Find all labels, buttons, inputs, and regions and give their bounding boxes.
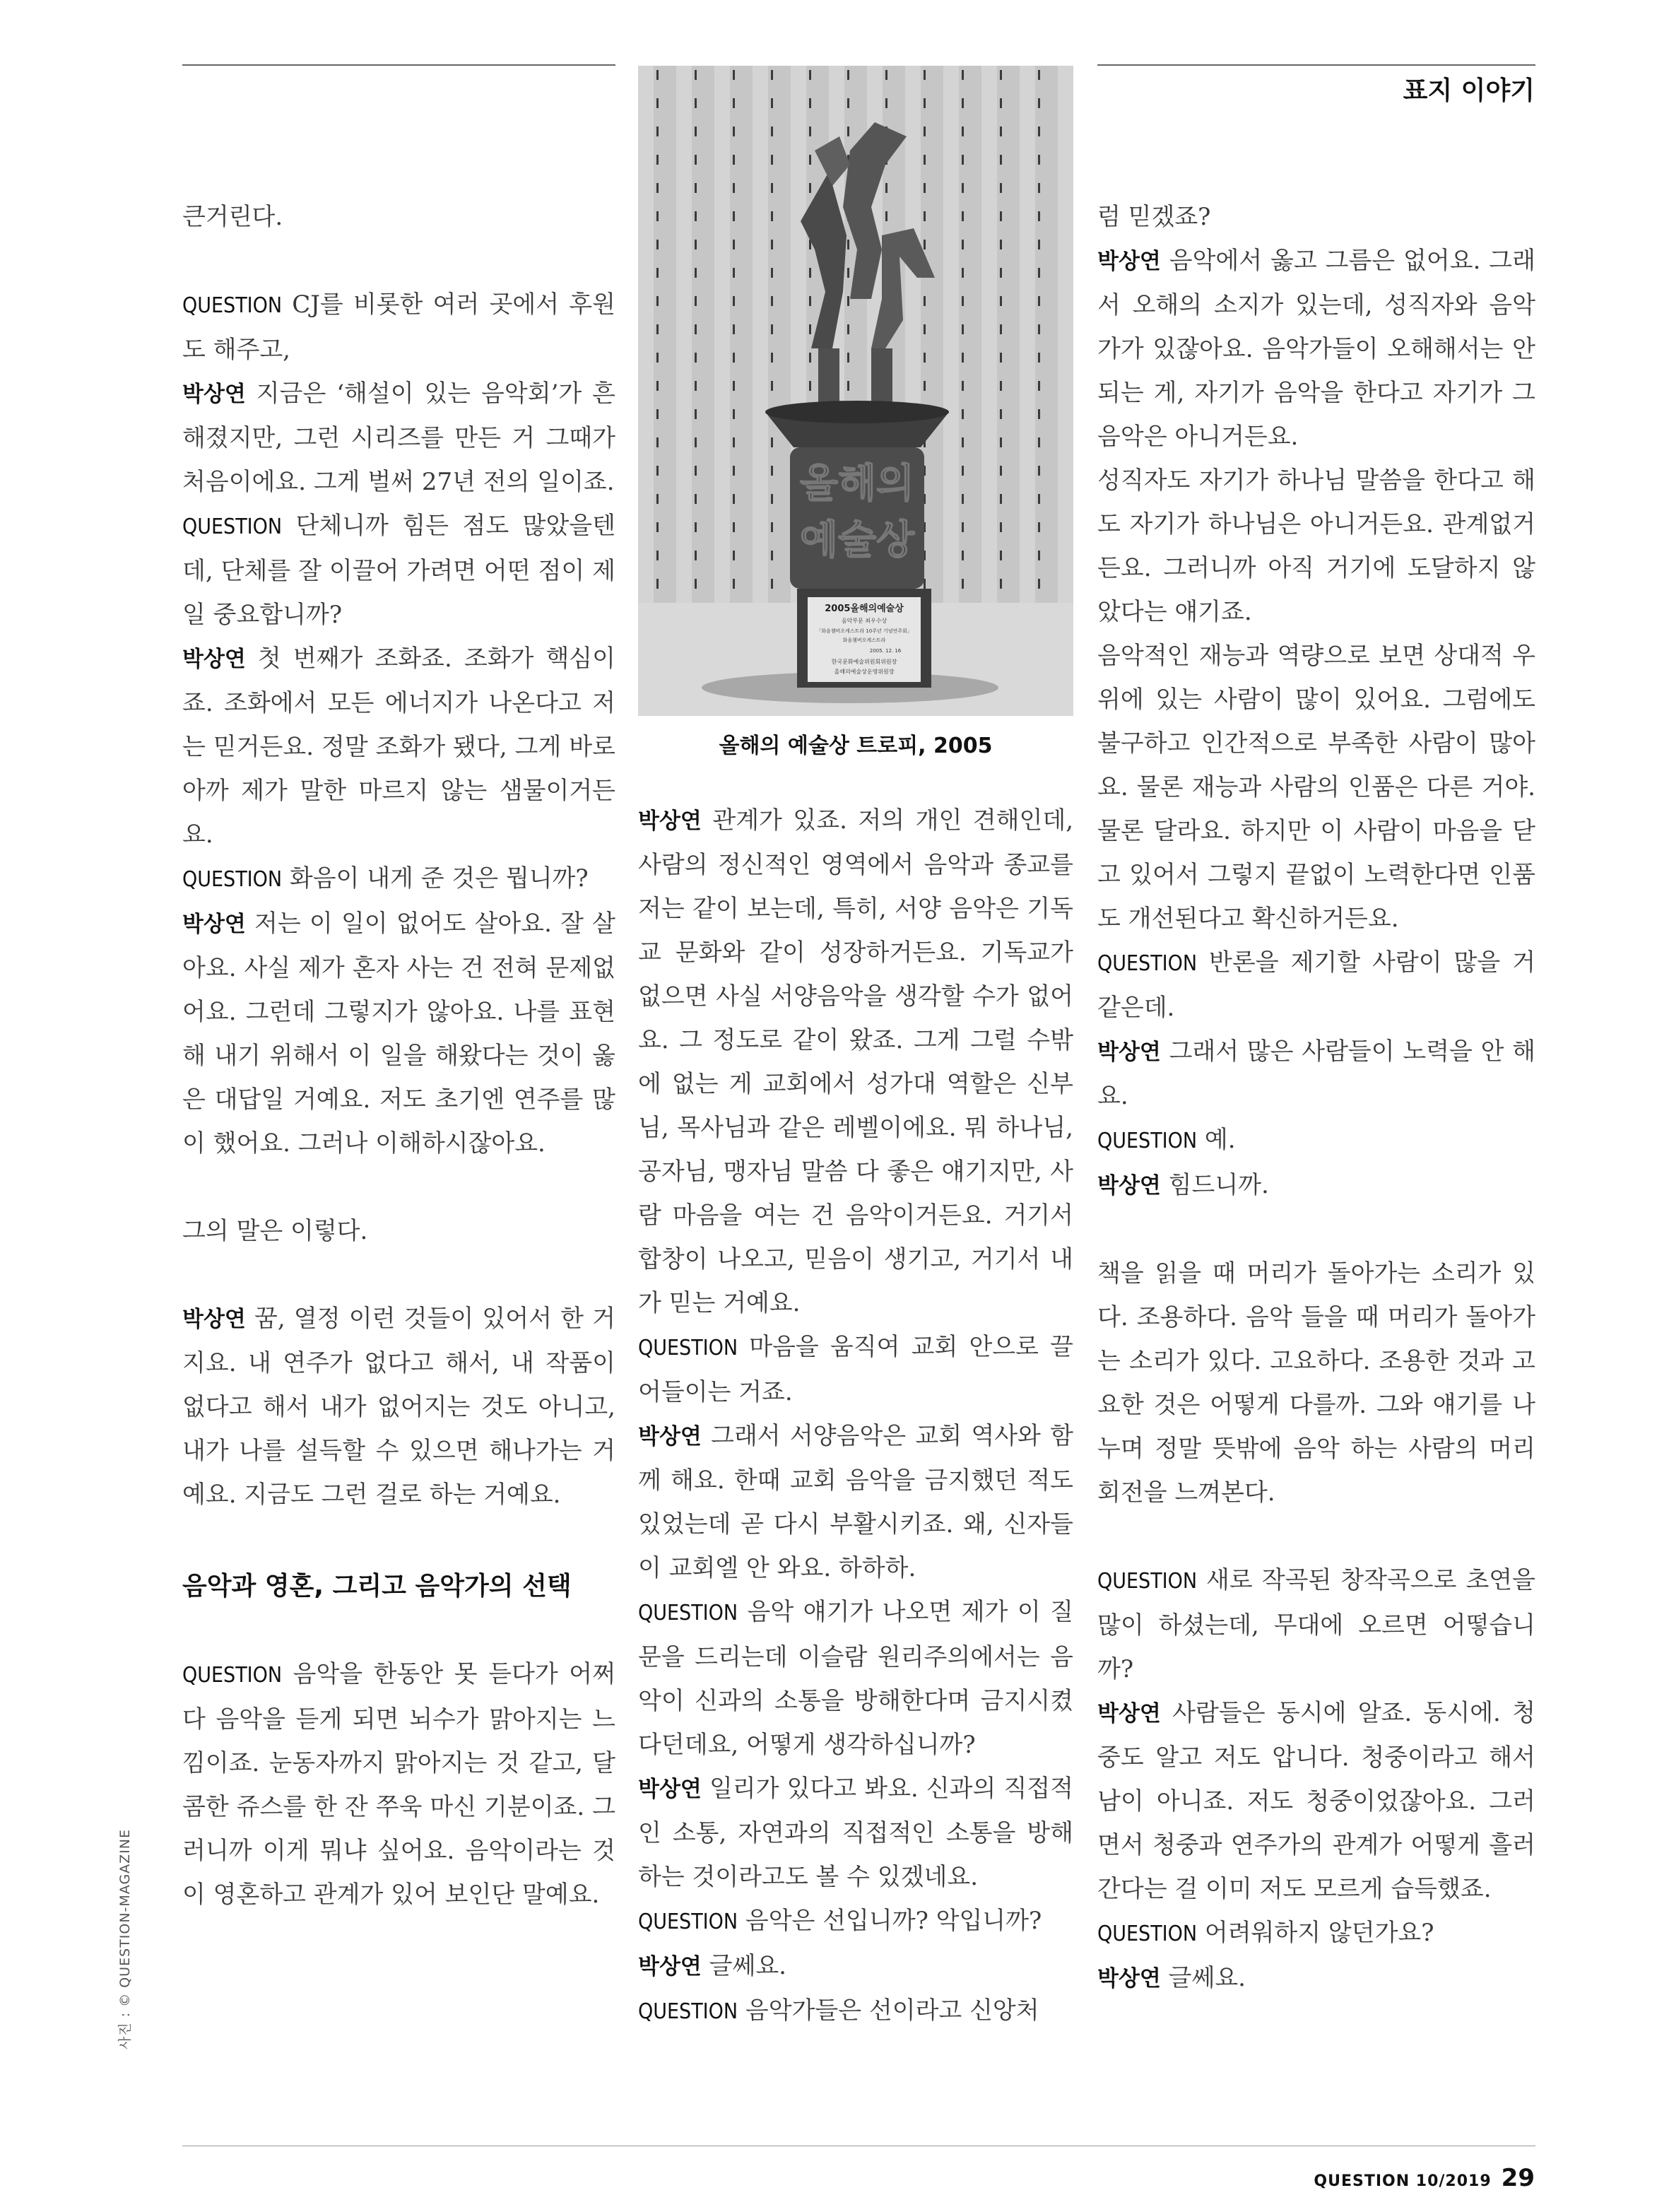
answer-text: 꿈, 열정 이런 것들이 있어서 한 거지요. 내 연주가 없다고 해서, 내 작품이 없다고 해서 내가 없어지는 것도 아니고, 내가 나를 설득할 수 있으면 해나가는 거예요. 지금도 그런 걸로 하는 거예요. xyxy=(182,1305,615,1509)
question-text: 어려워하지 않던가요? xyxy=(1197,1919,1434,1947)
plaque-line-1: 「화음쳄버오케스트라 10주년 기념연주회」 xyxy=(816,628,912,634)
question xyxy=(638,1989,1073,2034)
answer-text: 음악에서 옳고 그름은 없어요. 그래서 오해의 소지가 있는데, 성직자와 음악가가 있잖아요. 음악가들이 오해해서는 안 되는 게, 자기가 음악을 한다고 자기가 그 음악은 아니거든요. xyxy=(1097,247,1535,451)
answer-text: 저는 이 일이 없어도 살아요. 잘 살아요. 사실 제가 혼자 사는 건 전혀 문제없어요. 그런데 그렇지가 않아요. 나를 표현해 내기 위해서 이 일을 해왔다는 것이 옳은 대답일 거예요. 저도 초기엔 연주를 많이 했어요. 그러나 이해하시잖아요. xyxy=(182,910,615,1158)
plaque-date: 2005. 12. 16 xyxy=(869,648,902,654)
question-label: QUESTION xyxy=(1097,1922,1198,1946)
question-label: QUESTION xyxy=(1097,1569,1198,1594)
speaker-label: 박상연 xyxy=(638,1954,702,1979)
photo-credit: 사진 : © QUESTION-MAGAZINE xyxy=(117,1828,133,2049)
answer xyxy=(1097,1956,1535,2001)
plaque-title: 2005올해의예술상 xyxy=(825,604,904,614)
column-2 xyxy=(638,799,1073,2034)
paragraph: 큰거린다. xyxy=(182,203,283,231)
top-rule-left xyxy=(182,64,615,66)
question xyxy=(638,1590,1073,1767)
question-text: 음악은 선입니까? 악입니까? xyxy=(738,1907,1042,1935)
question-label: QUESTION xyxy=(638,1910,738,1934)
answer xyxy=(638,1944,1073,1989)
question-text: 화음이 내게 준 것은 뭡니까? xyxy=(282,864,589,893)
question-text: 새로 작곡된 창작곡으로 초연을 많이 하셨는데, 무대에 오르면 어떻습니까? xyxy=(1097,1566,1535,1683)
question-label: QUESTION xyxy=(638,1601,738,1625)
plaque-line-2: 화음쳄버오케스트라 xyxy=(842,637,886,643)
question-text: 예. xyxy=(1197,1126,1236,1154)
answer-text: 일리가 있다고 봐요. 신과의 직접적인 소통, 자연과의 직접적인 소통을 방해하는 것이라고도 볼 수 있겠네요. xyxy=(638,1775,1073,1891)
answer xyxy=(182,372,615,504)
plaque-sub: 음악부문 최우수상 xyxy=(841,618,887,624)
answer xyxy=(1097,1030,1535,1118)
speaker-label: 박상연 xyxy=(1097,1040,1161,1065)
answer-text: 글쎄요. xyxy=(1160,1964,1246,1992)
paragraph: 음악적인 재능과 역량으로 보면 상대적 우위에 있는 사람이 많이 있어요. 그럼에도 불구하고 인간적으로 부족한 사람이 많아요. 물론 재능과 사람의 인품은 다른 거야. 물론 달라요. 하지만 이 사람이 마음을 닫고 있어서 그렇지 끝없이 노력한다면 인품도 개선된다고 확신하거든요. xyxy=(1097,642,1535,933)
paragraph: 책을 읽을 때 머리가 돌아가는 소리가 있다. 조용하다. 음악 들을 때 머리가 돌아가는 소리가 있다. 고요하다. 조용한 것과 고요한 것은 어떻게 다를까. 그와 얘기를 나누며 정말 뜻밖에 음악 하는 사람의 머리 회전을 느껴본다. xyxy=(1097,1259,1535,1507)
paragraph: 럼 믿겠죠? xyxy=(1097,203,1211,231)
answer-text: 글쎄요. xyxy=(701,1952,786,1980)
trophy-image xyxy=(638,66,1073,716)
column-3 xyxy=(1097,195,1535,2001)
question-label: QUESTION xyxy=(182,1663,283,1688)
answer-text: 힘드니까. xyxy=(1160,1171,1269,1199)
answer xyxy=(638,1767,1073,1899)
question-text: 단체니까 힘든 점도 많았을텐데, 단체를 잘 이끌어 가려면 어떤 점이 제일 중요합니까? xyxy=(182,512,615,629)
answer-text: 관계가 있죠. 저의 개인 견해인데, 사람의 정신적인 영역에서 음악과 종교를 저는 같이 보는데, 특히, 서양 음악은 기독교 문화와 같이 성장하거든요. 기독교가 없으면 사실 서양음악을 생각할 수가 없어요. 그 정도로 같이 왔죠. 그게 그럴 수밖에 없는 게 교회에서 성가대 역할은 신부님, 목사님과 같은 레벨이에요. 뭐 하나님, 공자님, 맹자님 말씀 다 좋은 얘기지만, 사람 마음을 여는 건 음악이거든요. 거기서 합창이 나오고, 믿음이 생기고, 거기서 내가 믿는 거예요. xyxy=(638,806,1073,1317)
speaker-label: 박상연 xyxy=(1097,1701,1161,1726)
question-text: 반론을 제기할 사람이 많을 거 같은데. xyxy=(1097,948,1535,1022)
answer xyxy=(182,902,615,1165)
footer-magazine: QUESTION 10/2019 xyxy=(1314,2172,1492,2190)
question xyxy=(1097,941,1535,1030)
speaker-label: 박상연 xyxy=(182,912,246,937)
answer-text: 사람들은 동시에 알죠. 동시에. 청중도 알고 저도 압니다. 청중이라고 해서 남이 아니죠. 저도 청중이었잖아요. 그러면서 청중과 연주가의 관계가 어떻게 흘러간다는 걸 이미 저도 모르게 습득했죠. xyxy=(1097,1699,1535,1903)
speaker-label: 박상연 xyxy=(182,1307,246,1332)
question-label: QUESTION xyxy=(182,293,283,318)
answer xyxy=(1097,1163,1535,1208)
page-number: 29 xyxy=(1501,2164,1535,2192)
speaker-label: 박상연 xyxy=(182,647,246,672)
answer-text: 그래서 많은 사람들이 노력을 안 해요. xyxy=(1097,1037,1535,1110)
plaque-org-2: 올해의예술상운영위원장 xyxy=(834,669,895,675)
footer xyxy=(1314,2164,1535,2192)
paragraph: 그의 말은 이렇다. xyxy=(182,1217,368,1245)
question-label: QUESTION xyxy=(638,1999,738,2024)
question xyxy=(1097,1118,1535,1163)
question-text: CJ를 비롯한 여러 곳에서 후원도 해주고, xyxy=(182,290,615,364)
answer-text: 지금은 ‘해설이 있는 음악회’가 흔해졌지만, 그런 시리즈를 만든 거 그때가 처음이에요. 그게 벌써 27년 전의 일이죠. xyxy=(182,380,615,496)
question xyxy=(182,857,615,902)
question xyxy=(182,283,615,372)
question xyxy=(182,504,615,637)
question-text: 음악가들은 선이라고 신앙처 xyxy=(738,1996,1039,2025)
question-label: QUESTION xyxy=(182,867,283,892)
answer xyxy=(1097,239,1535,459)
question-text: 음악을 한동안 못 듣다가 어쩌다 음악을 듣게 되면 뇌수가 맑아지는 느낌이죠. 눈동자까지 맑아지는 것 같고, 달콤한 쥬스를 한 잔 쭈욱 마신 기분이죠. 그러니까 이게 뭐냐 싶어요. 음악이라는 것이 영혼하고 관계가 있어 보인단 말예요. xyxy=(182,1660,615,1909)
answer xyxy=(638,1414,1073,1590)
section-heading: 음악과 영혼, 그리고 음악가의 선택 xyxy=(182,1572,572,1601)
trophy-photo xyxy=(638,66,1073,716)
answer xyxy=(182,637,615,857)
question xyxy=(638,1899,1073,1944)
speaker-label: 박상연 xyxy=(182,382,246,407)
answer-text: 첫 번째가 조화죠. 조화가 핵심이죠. 조화에서 모든 에너지가 나온다고 저는 믿거든요. 정말 조화가 됐다, 그게 바로 아까 제가 말한 마르지 않는 샘물이거든요. xyxy=(182,645,615,849)
answer xyxy=(1097,1691,1535,1911)
speaker-label: 박상연 xyxy=(638,808,702,834)
question xyxy=(1097,1911,1535,1956)
column-1 xyxy=(182,195,615,1917)
plaque-org-1: 한국문화예술위원회위원장 xyxy=(831,659,897,665)
top-rule-right xyxy=(1097,64,1535,66)
question-label: QUESTION xyxy=(182,514,283,539)
question-label: QUESTION xyxy=(1097,1129,1198,1153)
question xyxy=(182,1652,615,1917)
question-text: 마음을 움직여 교회 안으로 끌어들이는 거죠. xyxy=(638,1333,1073,1406)
question xyxy=(1097,1558,1535,1691)
section-label: 표지 이야기 xyxy=(1403,76,1535,105)
question-label: QUESTION xyxy=(638,1336,738,1360)
question-text: 음악 얘기가 나오면 제가 이 질문을 드리는데 이슬람 원리주의에서는 음악이 신과의 소통을 방해한다며 금지시켰다던데요, 어떻게 생각하십니까? xyxy=(638,1598,1073,1759)
speaker-label: 박상연 xyxy=(638,1424,702,1449)
trophy-text-2: 예술상 xyxy=(799,517,915,563)
trophy-text-1: 올해의 xyxy=(799,461,915,507)
photo-caption: 올해의 예술상 트로피, 2005 xyxy=(719,734,993,758)
speaker-label: 박상연 xyxy=(1097,1966,1161,1992)
speaker-label: 박상연 xyxy=(1097,249,1161,274)
answer xyxy=(182,1297,615,1517)
paragraph: 성직자도 자기가 하나님 말씀을 한다고 해도 자기가 하나님은 아니거든요. 관계없거든요. 그러니까 아직 거기에 도달하지 않았다는 얘기죠. xyxy=(1097,466,1535,626)
speaker-label: 박상연 xyxy=(1097,1173,1161,1199)
question xyxy=(638,1325,1073,1414)
answer-text: 그래서 서양음악은 교회 역사와 함께 해요. 한때 교회 음악을 금지했던 적도 있었는데 곧 다시 부활시키죠. 왜, 신자들이 교회엘 안 와요. 하하하. xyxy=(638,1422,1073,1582)
question-label: QUESTION xyxy=(1097,951,1198,976)
speaker-label: 박상연 xyxy=(638,1777,702,1802)
answer xyxy=(638,799,1073,1325)
